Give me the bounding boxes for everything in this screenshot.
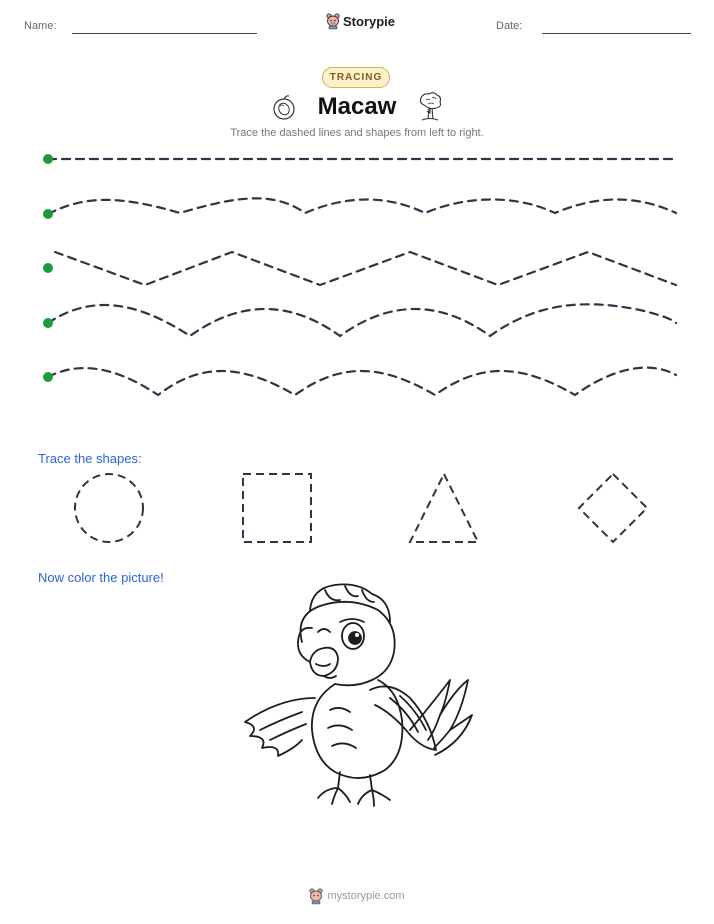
date-label: Date:: [496, 20, 523, 32]
start-dot: [43, 372, 53, 382]
tracing-badge: TRACING: [322, 67, 390, 88]
trace-square[interactable]: [243, 474, 311, 542]
tracing-line-wave-3[interactable]: [48, 368, 676, 395]
trace-diamond[interactable]: [579, 474, 647, 542]
trace-circle[interactable]: [75, 474, 143, 542]
brand-name: Storypie: [343, 13, 396, 29]
shapes-label: Trace the shapes:: [38, 451, 142, 466]
start-dot: [43, 209, 53, 219]
macaw-parrot-illustration[interactable]: [240, 580, 475, 810]
tracing-lines-area: [0, 0, 714, 400]
footer: [0, 888, 714, 904]
shapes-area: [0, 460, 714, 560]
footer-link[interactable]: mystorypie.com: [327, 890, 405, 902]
instructions-text: Trace the dashed lines and shapes from left to right.: [230, 127, 484, 139]
start-dot: [43, 318, 53, 328]
bear-mascot-icon: [309, 888, 323, 904]
tracing-line-wave-2[interactable]: [48, 304, 676, 336]
tracing-line-zigzag[interactable]: [55, 252, 676, 285]
worksheet-title: Macaw: [317, 93, 397, 120]
tracing-line-wave-1[interactable]: [48, 198, 676, 214]
trace-triangle[interactable]: [410, 474, 478, 542]
start-dot: [43, 263, 53, 273]
name-label: Name:: [24, 20, 57, 32]
coloring-label: Now color the picture!: [38, 570, 164, 585]
start-dot: [43, 154, 53, 164]
